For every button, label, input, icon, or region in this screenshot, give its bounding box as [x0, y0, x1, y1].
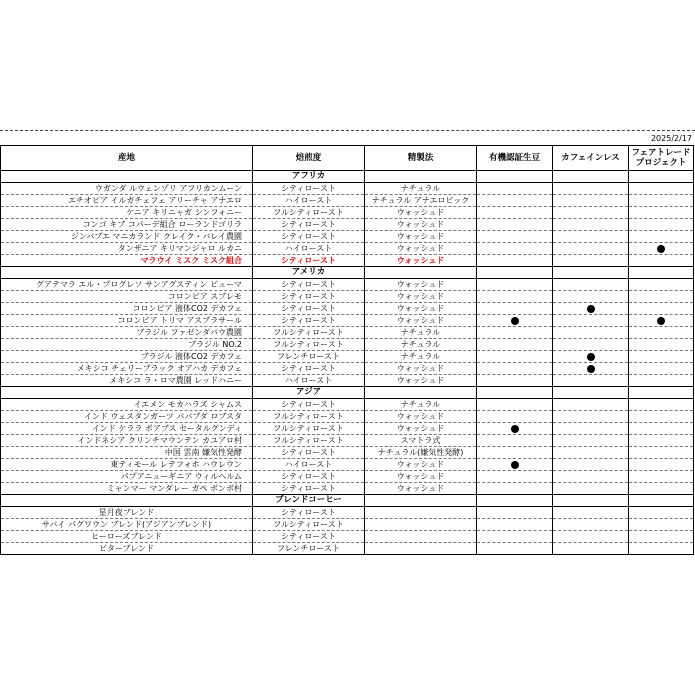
fairtrade-cell — [629, 183, 694, 195]
table-body — [1, 171, 694, 555]
roast-cell: シティロースト — [253, 183, 365, 195]
section-empty-cell — [553, 495, 629, 507]
table-row — [1, 423, 694, 435]
fairtrade-cell — [629, 507, 694, 519]
decaf-cell — [553, 279, 629, 291]
decaf-cell — [553, 447, 629, 459]
origin-cell: パプアニューギニア ウィルヘルム — [1, 471, 253, 483]
fairtrade-cell — [629, 399, 694, 411]
document-date: 2025/2/17 — [650, 134, 692, 143]
check-dot-icon — [587, 365, 595, 373]
roast-cell: フルシティロースト — [253, 327, 365, 339]
process-cell: ウォッシュド — [365, 459, 477, 471]
origin-cell: インド ウェスタンガーツ ババブダ ロブスタ — [1, 411, 253, 423]
roast-cell: フレンチロースト — [253, 351, 365, 363]
process-cell: ウォッシュド — [365, 255, 477, 267]
process-cell — [365, 507, 477, 519]
organic-cell — [477, 303, 553, 315]
fairtrade-cell — [629, 255, 694, 267]
origin-cell: インド ケララ ポアブス セータルグンディ — [1, 423, 253, 435]
section-empty-cell — [1, 267, 253, 279]
origin-cell: ミャンマー マンダレー ガペ ボンボ村 — [1, 483, 253, 495]
organic-cell — [477, 243, 553, 255]
fairtrade-cell — [629, 375, 694, 387]
check-dot-icon — [657, 317, 665, 325]
origin-cell: 中国 雲南 嫌気性発酵 — [1, 447, 253, 459]
origin-cell: エチオピア イルガチェフェ アリーチャ アナエロ — [1, 195, 253, 207]
section-empty-cell — [477, 495, 553, 507]
fairtrade-cell — [629, 195, 694, 207]
decaf-cell — [553, 183, 629, 195]
process-cell: ウォッシュド — [365, 243, 477, 255]
fairtrade-cell — [629, 351, 694, 363]
fairtrade-cell — [629, 327, 694, 339]
fairtrade-cell — [629, 207, 694, 219]
organic-cell — [477, 327, 553, 339]
table-row — [1, 243, 694, 255]
fairtrade-cell — [629, 291, 694, 303]
section-empty-cell — [365, 387, 477, 399]
roast-cell: シティロースト — [253, 531, 365, 543]
table-row — [1, 207, 694, 219]
section-empty-cell — [477, 171, 553, 183]
origin-cell: 星月夜ブレンド — [1, 507, 253, 519]
decaf-cell — [553, 231, 629, 243]
table-row — [1, 483, 694, 495]
origin-cell: コロンビア スプレモ — [1, 291, 253, 303]
fairtrade-cell — [629, 435, 694, 447]
process-cell: ウォッシュド — [365, 219, 477, 231]
process-cell: ナチュラル — [365, 339, 477, 351]
check-dot-icon — [587, 305, 595, 313]
fairtrade-cell — [629, 423, 694, 435]
roast-cell: フルシティロースト — [253, 519, 365, 531]
check-dot-icon — [511, 425, 519, 433]
organic-cell — [477, 231, 553, 243]
process-cell: ウォッシュド — [365, 471, 477, 483]
roast-cell: フルシティロースト — [253, 207, 365, 219]
decaf-cell — [553, 531, 629, 543]
origin-cell: グアテマラ エル・プログレソ サンアグスティン ビューマ — [1, 279, 253, 291]
section-empty-cell — [629, 495, 694, 507]
decaf-cell — [553, 423, 629, 435]
roast-cell: シティロースト — [253, 291, 365, 303]
fairtrade-cell — [629, 471, 694, 483]
decaf-cell — [553, 363, 629, 375]
decaf-cell — [553, 339, 629, 351]
section-title: アジア — [253, 387, 365, 399]
table-row — [1, 447, 694, 459]
process-cell: ナチュラル — [365, 327, 477, 339]
section-empty-cell — [553, 387, 629, 399]
check-dot-icon — [587, 353, 595, 361]
table-row — [1, 327, 694, 339]
header-row — [1, 146, 694, 171]
organic-cell — [477, 315, 553, 327]
roast-cell: シティロースト — [253, 231, 365, 243]
section-empty-cell — [553, 267, 629, 279]
roast-cell: フルシティロースト — [253, 423, 365, 435]
origin-cell: メキシコ チェリーブラック オアハカ デカフェ — [1, 363, 253, 375]
roast-cell: フレンチロースト — [253, 543, 365, 555]
fairtrade-cell — [629, 483, 694, 495]
section-empty-cell — [629, 267, 694, 279]
decaf-cell — [553, 351, 629, 363]
table-row — [1, 519, 694, 531]
organic-cell — [477, 519, 553, 531]
section-empty-cell — [629, 387, 694, 399]
roast-cell: シティロースト — [253, 279, 365, 291]
organic-cell — [477, 423, 553, 435]
organic-cell — [477, 375, 553, 387]
fairtrade-cell — [629, 411, 694, 423]
roast-cell: シティロースト — [253, 483, 365, 495]
table-row — [1, 279, 694, 291]
fairtrade-cell — [629, 543, 694, 555]
process-cell: ウォッシュド — [365, 411, 477, 423]
section-empty-cell — [365, 171, 477, 183]
origin-cell: インドネシア クリンチマウンテン カユアロ村 — [1, 435, 253, 447]
fairtrade-cell — [629, 459, 694, 471]
section-header-row — [1, 267, 694, 279]
fairtrade-cell — [629, 363, 694, 375]
table-row — [1, 471, 694, 483]
organic-cell — [477, 507, 553, 519]
organic-cell — [477, 459, 553, 471]
roast-cell: ハイロースト — [253, 195, 365, 207]
section-title: ブレンドコーヒー — [253, 495, 365, 507]
section-header-row — [1, 171, 694, 183]
header-organic: 有機認証生豆 — [477, 146, 553, 171]
decaf-cell — [553, 255, 629, 267]
roast-cell: フルシティロースト — [253, 435, 365, 447]
roast-cell: シティロースト — [253, 315, 365, 327]
section-header-row — [1, 495, 694, 507]
roast-cell: シティロースト — [253, 447, 365, 459]
table-row — [1, 363, 694, 375]
origin-cell: ジンバブエ マニカランド クレイク・バレイ農園 — [1, 231, 253, 243]
fairtrade-cell — [629, 219, 694, 231]
origin-cell: コロンビア 液体CO2 デカフェ — [1, 303, 253, 315]
table-row — [1, 315, 694, 327]
decaf-cell — [553, 459, 629, 471]
top-dashed-rule — [0, 130, 695, 131]
process-cell — [365, 531, 477, 543]
process-cell: ウォッシュド — [365, 291, 477, 303]
table-row — [1, 435, 694, 447]
organic-cell — [477, 279, 553, 291]
section-empty-cell — [477, 387, 553, 399]
header-decaf: カフェインレス — [553, 146, 629, 171]
decaf-cell — [553, 207, 629, 219]
organic-cell — [477, 255, 553, 267]
roast-cell: シティロースト — [253, 363, 365, 375]
header-fairtrade: フェアトレード プロジェクト — [629, 146, 694, 171]
organic-cell — [477, 351, 553, 363]
organic-cell — [477, 471, 553, 483]
decaf-cell — [553, 315, 629, 327]
decaf-cell — [553, 291, 629, 303]
origin-cell: マラウイ ミスク ミスク組合 — [1, 255, 253, 267]
organic-cell — [477, 531, 553, 543]
origin-cell: ケニア キリニャガ シンフォニー — [1, 207, 253, 219]
table-row — [1, 351, 694, 363]
organic-cell — [477, 399, 553, 411]
table-row — [1, 411, 694, 423]
fairtrade-cell — [629, 339, 694, 351]
origin-cell: イエメン モカハラズ シャムス — [1, 399, 253, 411]
decaf-cell — [553, 195, 629, 207]
fairtrade-cell — [629, 231, 694, 243]
process-cell — [365, 543, 477, 555]
roast-cell: ハイロースト — [253, 243, 365, 255]
organic-cell — [477, 207, 553, 219]
organic-cell — [477, 219, 553, 231]
header-process: 精製法 — [365, 146, 477, 171]
process-cell — [365, 519, 477, 531]
roast-cell: シティロースト — [253, 507, 365, 519]
section-empty-cell — [365, 267, 477, 279]
roast-cell: フルシティロースト — [253, 339, 365, 351]
organic-cell — [477, 339, 553, 351]
table-row — [1, 399, 694, 411]
fairtrade-cell — [629, 315, 694, 327]
process-cell: ウォッシュド — [365, 375, 477, 387]
fairtrade-cell — [629, 303, 694, 315]
roast-cell: シティロースト — [253, 303, 365, 315]
decaf-cell — [553, 411, 629, 423]
table-row — [1, 183, 694, 195]
decaf-cell — [553, 471, 629, 483]
process-cell: ウォッシュド — [365, 279, 477, 291]
decaf-cell — [553, 243, 629, 255]
origin-cell: ブラジル NO.2 — [1, 339, 253, 351]
decaf-cell — [553, 435, 629, 447]
process-cell: ウォッシュド — [365, 303, 477, 315]
table-row — [1, 507, 694, 519]
decaf-cell — [553, 303, 629, 315]
decaf-cell — [553, 327, 629, 339]
organic-cell — [477, 195, 553, 207]
origin-cell: ビターブレンド — [1, 543, 253, 555]
table-row — [1, 195, 694, 207]
origin-cell: ヒーローズブレンド — [1, 531, 253, 543]
section-empty-cell — [1, 495, 253, 507]
section-empty-cell — [553, 171, 629, 183]
section-title: アメリカ — [253, 267, 365, 279]
fairtrade-cell — [629, 531, 694, 543]
section-empty-cell — [365, 495, 477, 507]
process-cell: ナチュラル — [365, 183, 477, 195]
organic-cell — [477, 543, 553, 555]
table-row — [1, 375, 694, 387]
header-origin: 産地 — [1, 146, 253, 171]
check-dot-icon — [657, 245, 665, 253]
origin-cell: ブラジル 液体CO2 デカフェ — [1, 351, 253, 363]
decaf-cell — [553, 507, 629, 519]
fairtrade-cell — [629, 279, 694, 291]
organic-cell — [477, 411, 553, 423]
organic-cell — [477, 363, 553, 375]
coffee-bean-table — [0, 145, 694, 555]
origin-cell: 東ティモール レテフォホ ハウレウン — [1, 459, 253, 471]
section-empty-cell — [477, 267, 553, 279]
origin-cell: メキシコ ラ・ロマ農園 レッドハニー — [1, 375, 253, 387]
organic-cell — [477, 183, 553, 195]
table-row — [1, 255, 694, 267]
roast-cell: フルシティロースト — [253, 411, 365, 423]
roast-cell: シティロースト — [253, 399, 365, 411]
decaf-cell — [553, 519, 629, 531]
roast-cell: ハイロースト — [253, 375, 365, 387]
fairtrade-cell — [629, 243, 694, 255]
process-cell: ウォッシュド — [365, 207, 477, 219]
section-empty-cell — [1, 171, 253, 183]
check-dot-icon — [511, 461, 519, 469]
organic-cell — [477, 435, 553, 447]
check-dot-icon — [511, 317, 519, 325]
table-row — [1, 219, 694, 231]
header-roast: 焙煎度 — [253, 146, 365, 171]
table-row — [1, 303, 694, 315]
process-cell: ウォッシュド — [365, 483, 477, 495]
fairtrade-cell — [629, 447, 694, 459]
organic-cell — [477, 447, 553, 459]
table-row — [1, 531, 694, 543]
table-row — [1, 231, 694, 243]
process-cell: ナチュラル — [365, 351, 477, 363]
process-cell: ナチュラル(嫌気性発酵) — [365, 447, 477, 459]
section-title: アフリカ — [253, 171, 365, 183]
decaf-cell — [553, 219, 629, 231]
process-cell: ナチュラル — [365, 399, 477, 411]
table-row — [1, 459, 694, 471]
origin-cell: コロンビア トリマ アスプラサール — [1, 315, 253, 327]
origin-cell: コンゴ キブ コパーデ組合 ローランドゴリラ — [1, 219, 253, 231]
roast-cell: シティロースト — [253, 471, 365, 483]
decaf-cell — [553, 399, 629, 411]
roast-cell: シティロースト — [253, 219, 365, 231]
roast-cell: ハイロースト — [253, 459, 365, 471]
process-cell: ウォッシュド — [365, 363, 477, 375]
origin-cell: サバイ パグワウン ブレンド(アジアンブレンド) — [1, 519, 253, 531]
table-row — [1, 339, 694, 351]
decaf-cell — [553, 543, 629, 555]
process-cell: ナチュラル アナエロビック — [365, 195, 477, 207]
process-cell: ウォッシュド — [365, 231, 477, 243]
section-header-row — [1, 387, 694, 399]
origin-cell: ブラジル ファゼンダパウ農園 — [1, 327, 253, 339]
organic-cell — [477, 483, 553, 495]
fairtrade-cell — [629, 519, 694, 531]
decaf-cell — [553, 375, 629, 387]
process-cell: ウォッシュド — [365, 315, 477, 327]
section-empty-cell — [1, 387, 253, 399]
origin-cell: ウガンダ ルウェンゾリ アフリカンムーン — [1, 183, 253, 195]
origin-cell: タンザニア キリマンジャロ ルカニ — [1, 243, 253, 255]
process-cell: ウォッシュド — [365, 423, 477, 435]
table-row — [1, 543, 694, 555]
table-row — [1, 291, 694, 303]
organic-cell — [477, 291, 553, 303]
section-empty-cell — [629, 171, 694, 183]
decaf-cell — [553, 483, 629, 495]
roast-cell: シティロースト — [253, 255, 365, 267]
process-cell: スマトラ式 — [365, 435, 477, 447]
